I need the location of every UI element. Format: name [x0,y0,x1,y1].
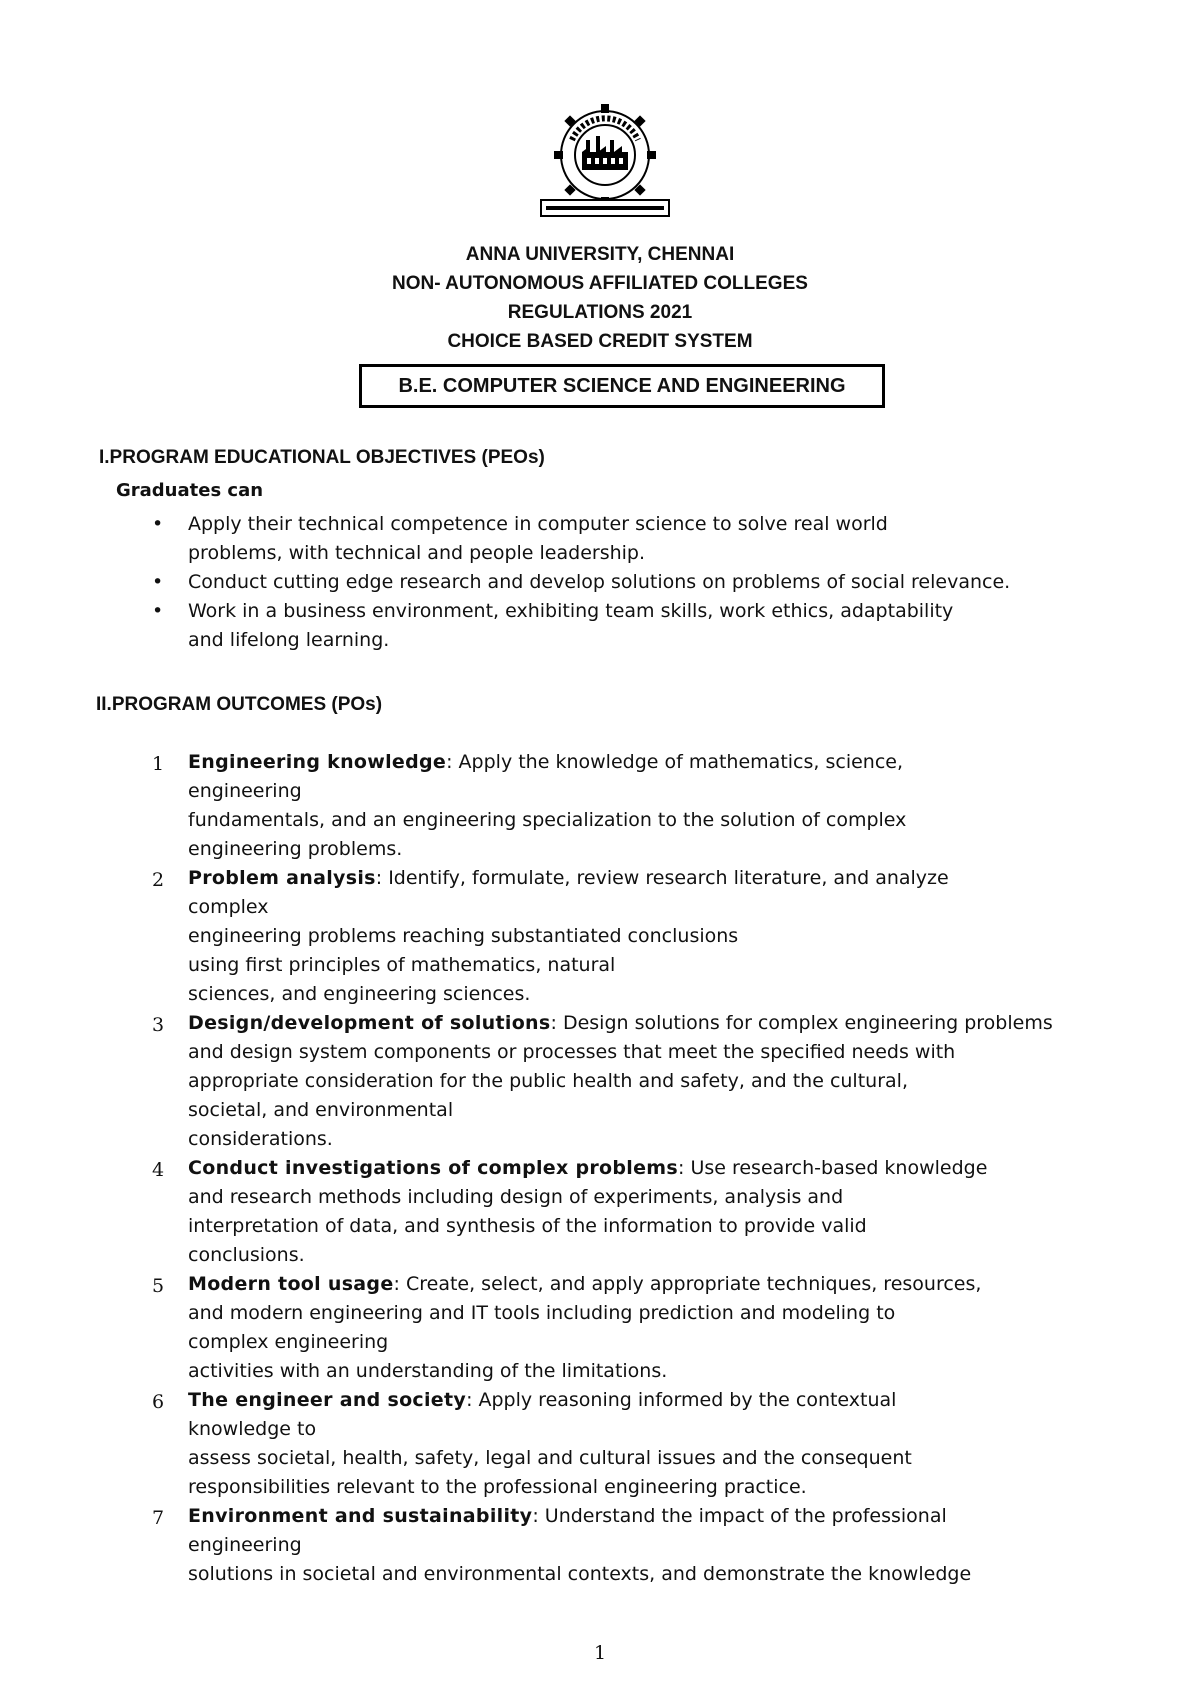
po-item-line [188,864,1132,893]
po-text: : Apply reasoning informed by the contextual [466,1389,897,1411]
po-text: engineering [188,780,302,802]
peo-item-line: problems, with technical and people leadership. [188,542,646,564]
po-text: sciences, and engineering sciences. [188,983,531,1005]
po-text: : Create, select, and apply appropriate techniques, resources, [393,1273,982,1295]
po-text: complex engineering [188,1331,389,1353]
university-name: ANNA UNIVERSITY, CHENNAI [465,244,735,265]
po-item-line [188,1212,1132,1241]
po-item-line [188,835,1132,864]
po-item [152,1009,1132,1154]
po-item-line [188,951,1132,980]
po-item-line [188,1009,1132,1038]
po-text: and modern engineering and IT tools including prediction and modeling to [188,1302,896,1324]
po-item-line [188,1473,1132,1502]
bullet-icon: • [152,513,164,535]
po-number: 3 [152,1014,165,1036]
peo-item-line: and lifelong learning. [188,629,390,651]
po-item-line [188,1444,1132,1473]
peo-item-line: Conduct cutting edge research and develop solutions on problems of social relevance. [188,571,1011,593]
po-item-line [188,1270,1132,1299]
po-item-line [188,748,1132,777]
po-item-line [188,1502,1132,1531]
po-item [152,1270,1132,1386]
bullet-icon: • [152,600,164,622]
po-item [152,1386,1132,1502]
po-term: Design/development of solutions [188,1012,551,1034]
po-term: Engineering knowledge [188,751,447,773]
credit-system: CHOICE BASED CREDIT SYSTEM [447,331,753,352]
anna-university-logo [540,100,670,220]
po-text: : Use research-based knowledge [678,1157,988,1179]
page-number: 1 [593,1642,607,1664]
po-item-line [188,1386,1132,1415]
po-term: Problem analysis [188,867,376,889]
peo-list [152,510,1162,655]
po-term: Conduct investigations of complex problems [188,1157,678,1179]
po-item-line [188,1154,1132,1183]
po-text: considerations. [188,1128,333,1150]
po-text: activities with an understanding of the limitations. [188,1360,668,1382]
peo-item-line: Apply their technical competence in computer science to solve real world [188,513,888,535]
po-item-line [188,1328,1132,1357]
po-text: : Understand the impact of the professional [532,1505,947,1527]
po-text: : Identify, formulate, review research literature, and analyze [375,867,949,889]
po-number: 5 [152,1275,165,1297]
po-item-line [188,777,1132,806]
po-text: solutions in societal and environmental contexts, and demonstrate the knowledge [188,1563,972,1585]
po-item-line [188,980,1132,1009]
po-number: 1 [152,753,165,775]
po-number: 6 [152,1391,165,1413]
po-list [152,748,1132,1589]
po-text: engineering [188,1534,302,1556]
po-number: 7 [152,1507,165,1529]
po-item-line [188,893,1132,922]
bullet-icon: • [152,571,164,593]
po-text: interpretation of data, and synthesis of the information to provide valid [188,1215,867,1237]
po-item-line [188,922,1132,951]
po-text: engineering problems. [188,838,403,860]
po-item-line [188,1096,1132,1125]
po-text: fundamentals, and an engineering specialization to the solution of complex [188,809,907,831]
po-item [152,748,1132,864]
program-title-box: B.E. COMPUTER SCIENCE AND ENGINEERING [359,364,885,408]
po-text: : Apply the knowledge of mathematics, science, [446,751,903,773]
po-item-line [188,1038,1132,1067]
peo-section-title: I.PROGRAM EDUCATIONAL OBJECTIVES (PEOs) [99,447,545,468]
peo-item [152,597,1162,655]
peo-item-line: Work in a business environment, exhibiting team skills, work ethics, adaptability [188,600,954,622]
po-item [152,864,1132,1009]
po-item [152,1154,1132,1270]
regulations-year: REGULATIONS 2021 [507,302,693,323]
po-number: 2 [152,869,165,891]
document-heading [0,240,1200,356]
po-section-title: II.PROGRAM OUTCOMES (POs) [96,694,383,715]
po-text: using first principles of mathematics, natural [188,954,616,976]
peo-item [152,568,1162,597]
po-item-line [188,806,1132,835]
po-text: and design system components or processes that meet the specified needs with [188,1041,956,1063]
po-text: and research methods including design of experiments, analysis and [188,1186,844,1208]
po-item-line [188,1067,1132,1096]
po-text: engineering problems reaching substantiated conclusions [188,925,739,947]
po-item-line [188,1241,1132,1270]
po-term: The engineer and society [188,1389,467,1411]
po-term: Environment and sustainability [188,1505,533,1527]
po-item-line [188,1125,1132,1154]
po-item-line [188,1531,1132,1560]
po-item [152,1502,1132,1589]
po-text: complex [188,896,269,918]
po-item-line [188,1183,1132,1212]
po-text: appropriate consideration for the public health and safety, and the cultural, [188,1070,908,1092]
po-item-line [188,1415,1132,1444]
po-text: knowledge to [188,1418,317,1440]
colleges-type: NON- AUTONOMOUS AFFILIATED COLLEGES [392,273,808,294]
po-text: : Design solutions for complex engineering problems [550,1012,1053,1034]
po-text: conclusions. [188,1244,305,1266]
po-number: 4 [152,1159,165,1181]
peo-item [152,510,1162,568]
po-item-line [188,1299,1132,1328]
po-text: societal, and environmental [188,1099,454,1121]
peo-intro: Graduates can [116,480,264,501]
po-text: assess societal, health, safety, legal and cultural issues and the consequent [188,1447,912,1469]
po-item-line [188,1357,1132,1386]
po-item-line [188,1560,1132,1589]
po-text: responsibilities relevant to the professional engineering practice. [188,1476,807,1498]
po-term: Modern tool usage [188,1273,394,1295]
